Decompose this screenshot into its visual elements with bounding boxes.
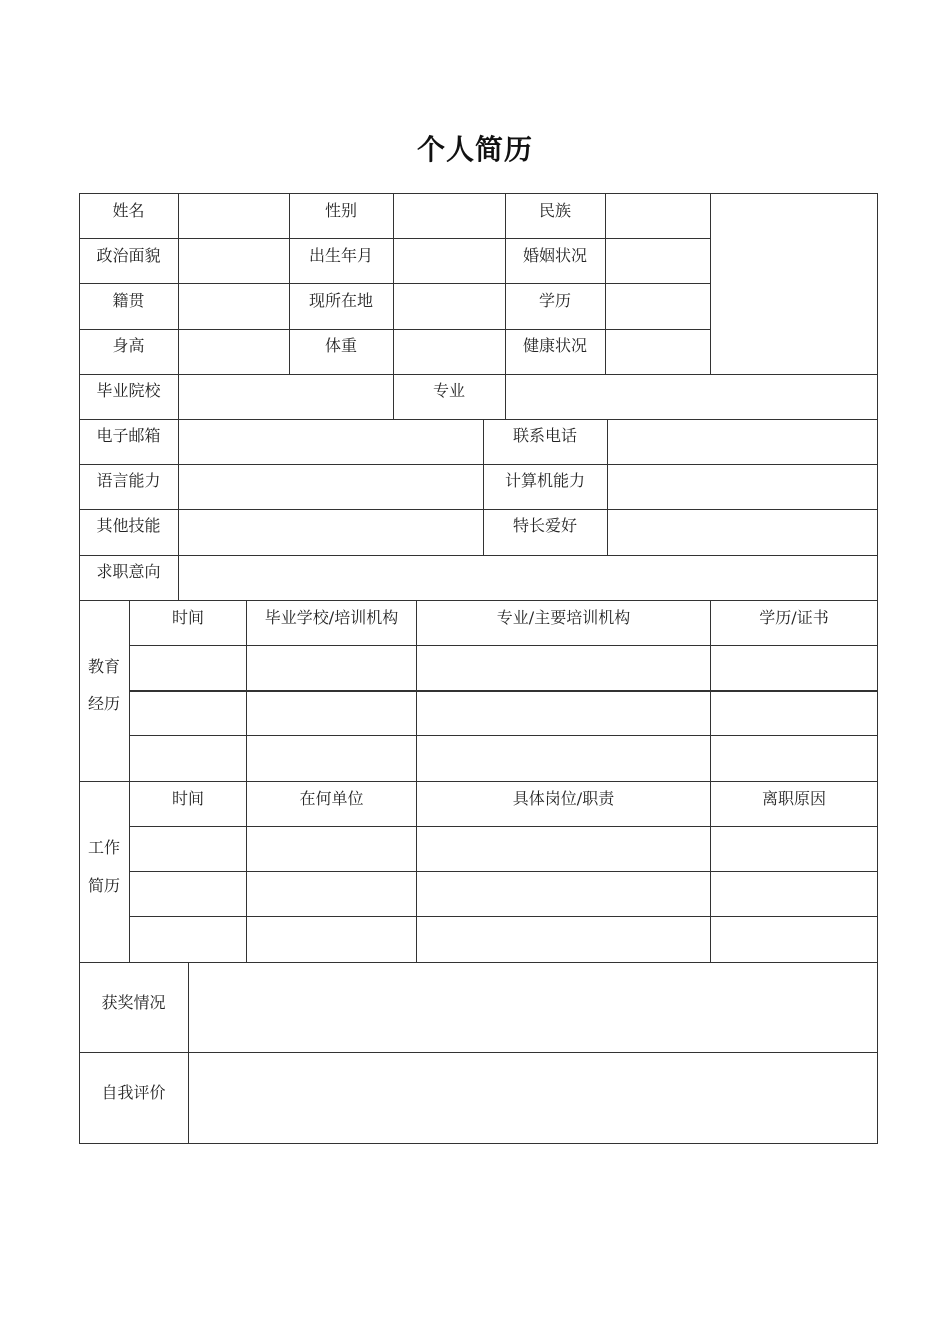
label-residence: 现所在地 <box>308 291 373 310</box>
school-field[interactable] <box>179 375 393 419</box>
label-objective: 求职意向 <box>96 562 161 581</box>
label-height: 身高 <box>112 336 145 355</box>
hobbies-field[interactable] <box>608 510 877 555</box>
gender-field[interactable] <box>394 194 505 238</box>
height-field[interactable] <box>179 330 289 374</box>
education-label-2: 经历 <box>87 694 120 713</box>
political-field[interactable] <box>179 239 289 283</box>
work-row-3[interactable] <box>130 917 877 962</box>
education-label-1: 教育 <box>87 657 120 676</box>
label-political: 政治面貌 <box>96 246 161 265</box>
work-header-reason: 离职原因 <box>761 789 826 808</box>
label-degree: 学历 <box>538 291 571 310</box>
label-computer: 计算机能力 <box>504 471 585 490</box>
label-school: 毕业院校 <box>96 381 161 400</box>
edu-header-school: 毕业学校/培训机构 <box>264 608 399 627</box>
edu-header-time: 时间 <box>171 608 204 627</box>
work-row-2[interactable] <box>130 872 877 916</box>
label-major: 专业 <box>432 381 465 400</box>
skills-field[interactable] <box>179 510 483 555</box>
work-row-1[interactable] <box>130 827 877 871</box>
label-awards: 获奖情况 <box>101 993 166 1012</box>
edu-header-degree: 学历/证书 <box>759 608 829 627</box>
language-field[interactable] <box>179 465 483 509</box>
name-field[interactable] <box>179 194 289 238</box>
label-name: 姓名 <box>112 201 145 220</box>
marital-field[interactable] <box>606 239 710 283</box>
work-label-2: 简历 <box>87 876 120 895</box>
ethnicity-field[interactable] <box>606 194 710 238</box>
edu-header-major: 专业/主要培训机构 <box>496 608 631 627</box>
birth-field[interactable] <box>394 239 505 283</box>
edu-row-3[interactable] <box>130 736 877 781</box>
label-marital: 婚姻状况 <box>522 246 587 265</box>
hometown-field[interactable] <box>179 284 289 329</box>
awards-field[interactable] <box>189 963 877 1052</box>
label-email: 电子邮箱 <box>96 426 161 445</box>
photo-box[interactable] <box>711 194 877 374</box>
objective-field[interactable] <box>179 556 877 600</box>
work-header-time: 时间 <box>171 789 204 808</box>
resume-form <box>79 193 878 1144</box>
edu-row-2[interactable] <box>130 692 877 735</box>
label-phone: 联系电话 <box>512 426 577 445</box>
self-eval-field[interactable] <box>189 1053 877 1143</box>
label-ethnicity: 民族 <box>538 201 571 220</box>
label-weight: 体重 <box>324 336 357 355</box>
weight-field[interactable] <box>394 330 505 374</box>
label-skills: 其他技能 <box>96 516 161 535</box>
label-health: 健康状况 <box>522 336 587 355</box>
health-field[interactable] <box>606 330 710 374</box>
phone-field[interactable] <box>608 420 877 464</box>
label-hometown: 籍贯 <box>112 291 145 310</box>
work-header-company: 在何单位 <box>299 789 364 808</box>
label-self-eval: 自我评价 <box>101 1083 166 1102</box>
email-field[interactable] <box>179 420 483 464</box>
page-title: 个人简历 <box>416 133 533 166</box>
computer-field[interactable] <box>608 465 877 509</box>
major-field[interactable] <box>506 375 877 419</box>
degree-field[interactable] <box>606 284 710 329</box>
label-language: 语言能力 <box>96 471 161 490</box>
label-hobbies: 特长爱好 <box>512 516 577 535</box>
work-header-position: 具体岗位/职责 <box>512 789 615 808</box>
label-birth: 出生年月 <box>308 246 373 265</box>
edu-row-1[interactable] <box>130 646 877 690</box>
label-gender: 性别 <box>324 201 357 220</box>
residence-field[interactable] <box>394 284 505 329</box>
work-label-1: 工作 <box>87 838 120 857</box>
